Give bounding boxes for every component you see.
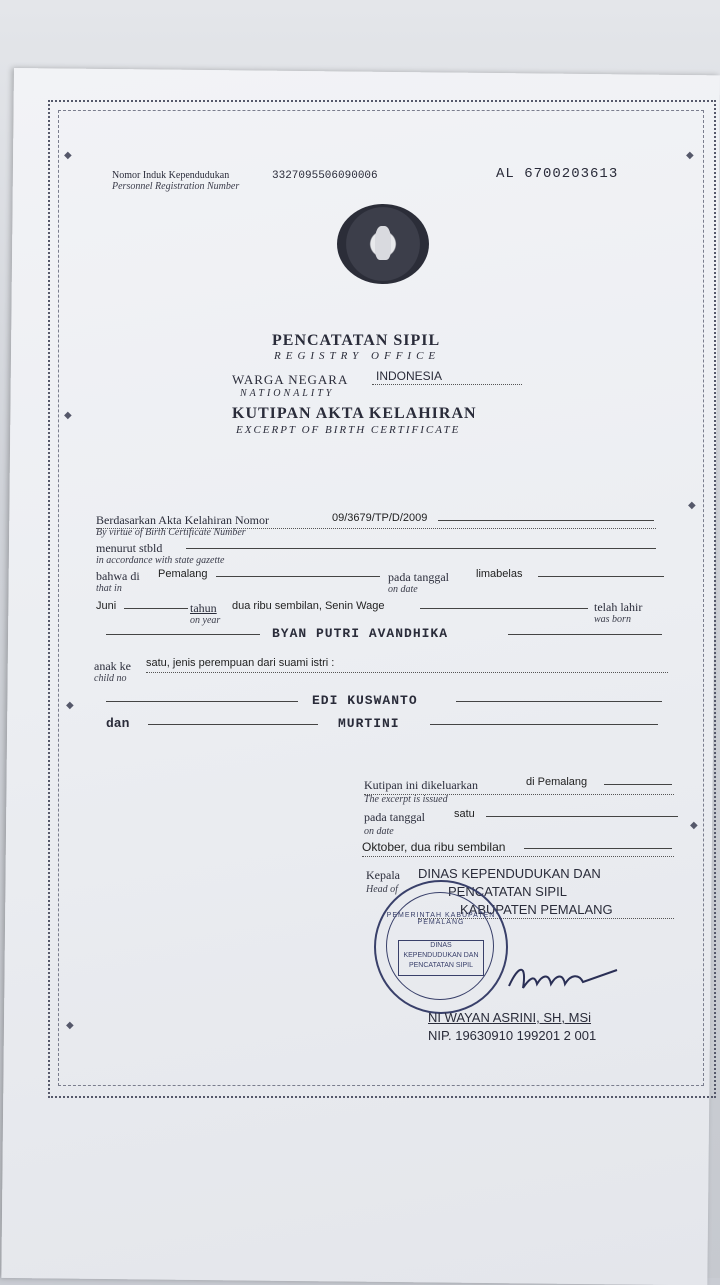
date-line xyxy=(538,576,664,577)
born-label: telah lahir xyxy=(594,600,643,614)
month-value: Juni xyxy=(96,600,117,612)
border-diamond-icon: ◆ xyxy=(66,1020,74,1031)
child-no-dots xyxy=(146,672,668,673)
nik-label-block xyxy=(112,170,239,192)
issued-month-dots xyxy=(362,856,674,857)
father-line-right xyxy=(456,701,662,702)
border-diamond-icon: ◆ xyxy=(690,820,698,831)
stbld-label-en: in accordance with state gazette xyxy=(96,555,225,566)
mother-name: MURTINI xyxy=(338,716,400,731)
year-label-en: on year xyxy=(190,615,221,626)
nik-label-en: Personnel Registration Number xyxy=(112,181,240,192)
border-diamond-icon: ◆ xyxy=(688,500,696,511)
mother-line-right xyxy=(430,724,658,725)
year-value: dua ribu sembilan, Senin Wage xyxy=(232,600,385,612)
issued-month-year: Oktober, dua ribu sembilan xyxy=(362,840,506,854)
garuda-emblem-icon xyxy=(337,204,429,284)
year-line xyxy=(420,608,588,609)
head-label: Kepala xyxy=(366,868,400,882)
basis-value: 09/3679/TP/D/2009 xyxy=(332,512,428,524)
stamp-line1: DINAS xyxy=(430,942,452,949)
place-label-en: that in xyxy=(96,583,122,594)
border-diamond-icon: ◆ xyxy=(66,700,74,711)
office-line2: PENCATATAN SIPIL xyxy=(448,884,567,899)
place-value: Pemalang xyxy=(158,568,208,580)
month-line xyxy=(124,608,188,609)
issued-place: di Pemalang xyxy=(526,776,588,788)
basis-label-en: By virtue of Birth Certificate Number xyxy=(96,527,246,538)
official-nip: NIP. 19630910 199201 2 001 xyxy=(428,1028,597,1043)
nationality-value: INDONESIA xyxy=(376,369,443,383)
child-no-label: anak ke xyxy=(94,659,131,673)
signature xyxy=(505,958,625,998)
date-label: pada tanggal xyxy=(388,570,449,584)
basis-line xyxy=(438,520,654,521)
nik-value: 3327095506090006 xyxy=(272,170,378,182)
issued-dots xyxy=(364,794,674,795)
name-line-left xyxy=(106,634,260,635)
issued-month-line xyxy=(524,848,672,849)
border-diamond-icon: ◆ xyxy=(64,410,72,421)
document-title: KUTIPAN AKTA KELAHIRAN xyxy=(232,405,477,422)
mother-line-left xyxy=(148,724,318,725)
date-label-en: on date xyxy=(388,584,418,595)
serial-number: AL 6700203613 xyxy=(496,166,619,182)
issued-label: Kutipan ini dikeluarkan xyxy=(364,778,478,792)
stbld-line xyxy=(186,548,656,549)
stamp-ring-text: PEMERINTAH KABUPATEN PEMALANG xyxy=(386,912,496,926)
place-label: bahwa di xyxy=(96,569,140,583)
official-stamp xyxy=(374,880,508,1014)
child-no-value: satu, jenis perempuan dari suami istri : xyxy=(146,657,335,669)
born-label-en: was born xyxy=(594,614,631,625)
name-line-right xyxy=(508,634,662,635)
office-line3: KABUPATEN PEMALANG xyxy=(460,902,613,917)
issued-date-line xyxy=(486,816,678,817)
document-title-en: EXCERPT OF BIRTH CERTIFICATE xyxy=(236,424,461,436)
child-name: BYAN PUTRI AVANDHIKA xyxy=(272,626,449,641)
basis-label: Berdasarkan Akta Kelahiran Nomor xyxy=(96,513,269,527)
date-value: limabelas xyxy=(476,568,523,580)
border-diamond-icon: ◆ xyxy=(64,150,72,161)
official-name: NI WAYAN ASRINI, SH, MSi xyxy=(428,1010,592,1025)
nationality-dots xyxy=(372,384,522,385)
issued-place-line xyxy=(604,784,672,785)
issued-date-value: satu xyxy=(454,808,475,820)
stamp-center xyxy=(398,940,484,976)
stamp-line2: KEPENDUDUKAN DAN xyxy=(403,952,479,959)
office-title-en: REGISTRY OFFICE xyxy=(274,350,441,362)
nationality-label: WARGA NEGARA xyxy=(232,372,349,387)
year-label: tahun xyxy=(190,601,217,615)
head-label-en: Head of xyxy=(366,884,398,895)
and-label: dan xyxy=(106,716,130,731)
father-line-left xyxy=(106,701,298,702)
issued-date-label-en: on date xyxy=(364,826,394,837)
issued-date-label: pada tanggal xyxy=(364,810,425,824)
border-diamond-icon: ◆ xyxy=(686,150,694,161)
basis-dots xyxy=(96,528,656,529)
child-no-label-en: child no xyxy=(94,673,127,684)
stbld-label: menurut stbld xyxy=(96,541,163,555)
office-title: PENCATATAN SIPIL xyxy=(272,332,441,349)
nik-label: Nomor Induk Kependudukan xyxy=(112,170,230,181)
nationality-label-en: NATIONALITY xyxy=(240,388,335,399)
place-line xyxy=(216,576,380,577)
stamp-line3: PENCATATAN SIPIL xyxy=(408,962,474,969)
issued-label-en: The excerpt is issued xyxy=(364,794,448,805)
father-name: EDI KUSWANTO xyxy=(312,693,418,708)
office-line1: DINAS KEPENDUDUKAN DAN xyxy=(418,866,601,881)
